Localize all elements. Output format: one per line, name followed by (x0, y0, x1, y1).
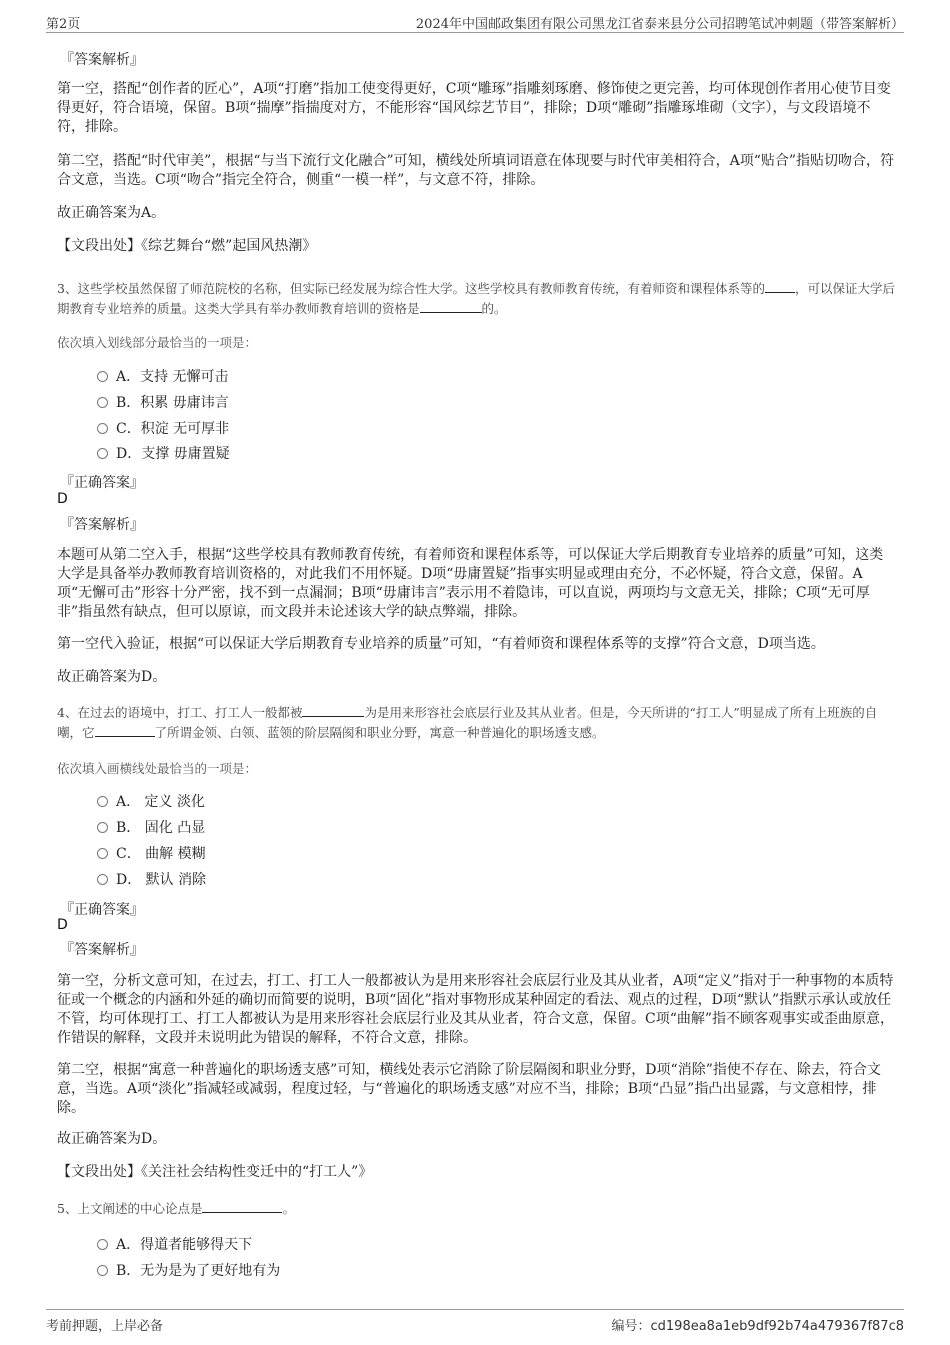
answer-conclusion: 故正确答案为D。 (57, 669, 167, 685)
correct-answer: D (57, 491, 68, 507)
fill-blank (202, 1200, 282, 1213)
page-number: 第2页 (46, 17, 81, 32)
analysis-label: 『答案解析』 (60, 517, 144, 533)
option-a[interactable]: A．得道者能够得天下 (97, 1235, 252, 1255)
analysis-label: 『答案解析』 (60, 942, 144, 958)
question-3-stem: 3、这些学校虽然保留了师范院校的名称，但实际已经发展为综合性大学。这些学校具有教师教育传统，有着师资和课程体系等的 ，可以保证大学后期教育专业培养的质量。这类大学具有举办教师教育培训的资格是 的。 (57, 281, 895, 316)
option-d[interactable]: D． 默认 消除 (97, 870, 206, 890)
page-header (46, 10, 904, 33)
question-5-stem: 5、上文阐述的中心论点是 。 (57, 1201, 295, 1216)
correct-answer-label: 『正确答案』 (60, 475, 144, 491)
fill-blank (302, 704, 364, 717)
option-c[interactable]: C． 曲解 模糊 (97, 844, 206, 864)
option-b[interactable]: B．积累 毋庸讳言 (97, 393, 229, 413)
answer-conclusion: 故正确答案为D。 (57, 1131, 167, 1147)
analysis-paragraph: 第一空代入验证，根据“可以保证大学后期教育专业培养的质量”可知，“有着师资和课程体系等的支撑”符合文意，D项当选。 (57, 636, 825, 652)
radio-icon[interactable] (97, 397, 108, 408)
analysis-paragraph: 第二空，搭配“时代审美”，根据“与当下流行文化融合”可知，横线处所填词语意在体现要与时代审美相符合，A项“贴合”指贴切吻合，符合文意，当选。C项“吻合”指完全符合，侧重“一模一样”，与文意不符，排除。 (57, 153, 895, 188)
analysis-paragraph: 第二空，根据“寓意一种普遍化的职场透支感”可知，横线处表示它消除了阶层隔阂和职业分野，D项“消除”指使不存在、除去，符合文意，当选。A项“淡化”指减轻或减弱，程度过轻，与“普遍化的职场透支感”对应不当，排除；B项“凸显”指凸出显露，与文意相悖，排除。 (57, 1062, 881, 1116)
radio-icon[interactable] (97, 423, 108, 434)
analysis-label: 『答案解析』 (60, 52, 144, 68)
radio-icon[interactable] (97, 848, 108, 859)
question-hint: 依次填入画横线处最恰当的一项是： (57, 761, 258, 776)
page-footer (46, 1309, 904, 1336)
analysis-paragraph: 第一空，分析文意可知，在过去，打工、打工人一般都被认为是用来形容社会底层行业及其从业者，A项“定义”指对于一种事物的本质特征或一个概念的内涵和外延的确切而简要的说明，B项“固化”指对事物形成某种固定的看法、观点的过程，D项“默认”指默示承认或放任不管，均可体现打工、打工人都被认为是用来形容社会底层行业及其从业者，符合文意，保留。C项“曲解”指不顾客观事实或歪曲原意，作错误的解释，文段并未说明此为错误的解释，不符合文意，排除。 (57, 973, 895, 1046)
option-a[interactable]: A．支持 无懈可击 (97, 367, 229, 387)
radio-icon[interactable] (97, 874, 108, 885)
answer-conclusion: 故正确答案为A。 (57, 205, 166, 221)
radio-icon[interactable] (97, 796, 108, 807)
fill-blank (420, 300, 482, 313)
option-d[interactable]: D．支撑 毋庸置疑 (97, 444, 230, 464)
correct-answer: D (57, 917, 68, 933)
source-citation: 【文段出处】《关注社会结构性变迁中的“打工人”》 (57, 1164, 373, 1180)
option-b[interactable]: B． 固化 凸显 (97, 818, 205, 838)
correct-answer-label: 『正确答案』 (60, 902, 144, 918)
radio-icon[interactable] (97, 1265, 108, 1276)
fill-blank (765, 280, 795, 293)
question-4-stem: 4、在过去的语境中，打工、打工人一般都被 为是用来形容社会底层行业及其从业者。但是，今天所讲的“打工人”明显成了所有上班族的自嘲，它 了所谓金领、白领、蓝领的阶层隔阂和职业分野，寓意一种普遍化的职场透支感。 (57, 705, 878, 740)
analysis-paragraph: 本题可从第二空入手，根据“这些学校具有教师教育传统，有着师资和课程体系等，可以保证大学后期教育专业培养的质量”可知，这类大学是具备举办教师教育培训资格的，对此我们不用怀疑。D项“毋庸置疑”指事实明显或理由充分，不必怀疑，符合文意，保留。A项“无懈可击”形容十分严密，找不到一点漏洞；B项“毋庸讳言”表示用不着隐讳，可以直说，两项均与文意无关，排除；C项“无可厚非”指虽然有缺点，但可以原谅，而文段并未论述该大学的缺点弊端，排除。 (57, 547, 884, 620)
radio-icon[interactable] (97, 371, 108, 382)
document-title: 2024年中国邮政集团有限公司黑龙江省泰来县分公司招聘笔试冲刺题（带答案解析） (415, 17, 904, 32)
analysis-paragraph: 第一空，搭配“创作者的匠心”，A项“打磨”指加工使变得更好，C项“雕琢”指雕刻琢磨、修饰使之更完善，均可体现创作者用心使节目变得更好，符合语境，保留。B项“揣摩”指揣度对方，不能形容“国风综艺节目”，排除；D项“雕砌”指雕琢堆砌（文字），与文段语境不符，排除。 (57, 81, 891, 135)
document-code: 编号：cd198ea8a1eb9df92b74a479367f87c8 (611, 1319, 904, 1334)
footer-slogan: 考前押题，上岸必备 (46, 1319, 164, 1334)
source-citation: 【文段出处】《综艺舞台“燃”起国风热潮》 (57, 238, 317, 254)
option-a[interactable]: A． 定义 淡化 (97, 792, 205, 812)
radio-icon[interactable] (97, 822, 108, 833)
radio-icon[interactable] (97, 448, 108, 459)
radio-icon[interactable] (97, 1239, 108, 1250)
question-hint: 依次填入划线部分最恰当的一项是： (57, 335, 258, 350)
option-c[interactable]: C．积淀 无可厚非 (97, 419, 229, 439)
option-b[interactable]: B．无为是为了更好地有为 (97, 1261, 280, 1281)
fill-blank (95, 724, 155, 737)
